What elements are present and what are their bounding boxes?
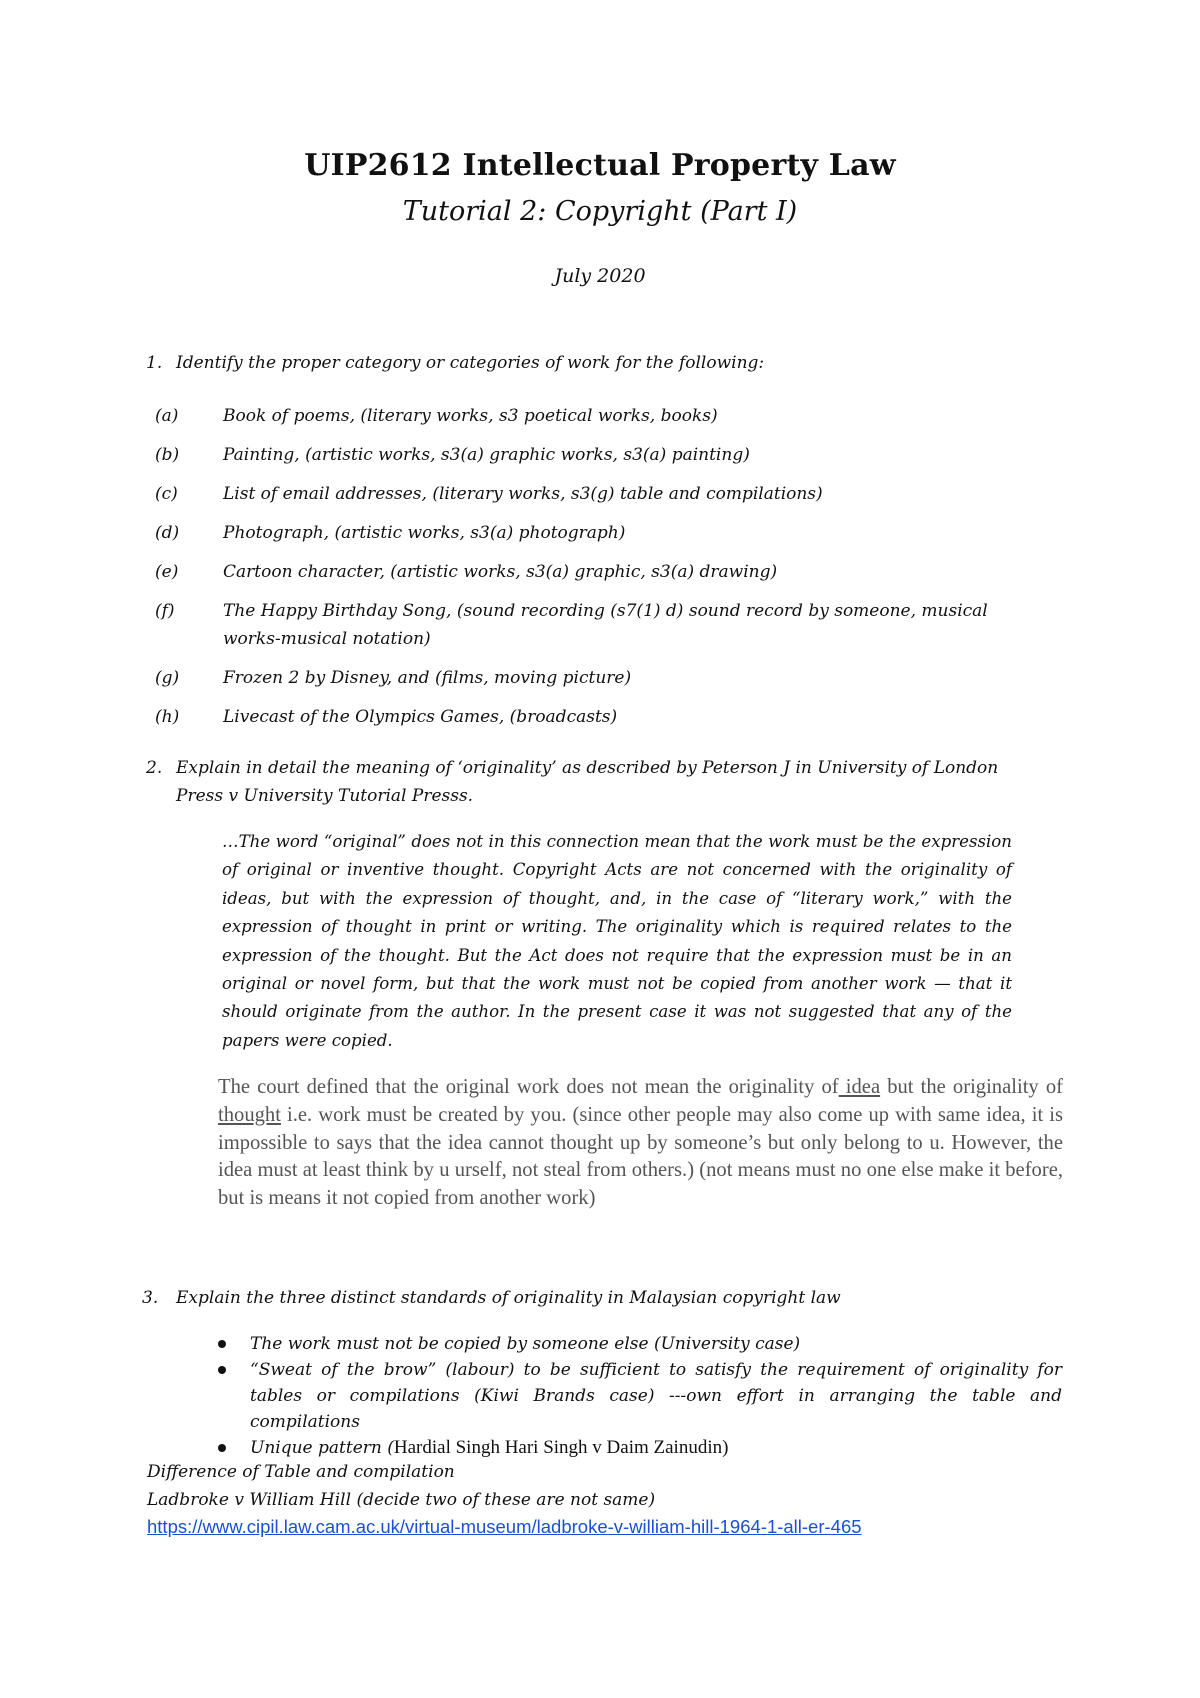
bullet-icon <box>218 1340 226 1348</box>
reference-link[interactable]: https://www.cipil.law.cam.ac.uk/virtual-museum/ladbroke-v-william-hill-1964-1-all-er-465 <box>147 1516 862 1537</box>
answer-text: but the originality of <box>880 1076 1063 1098</box>
bullet-item: The work must not be copied by someone else (University case) <box>250 1334 801 1354</box>
question-3-text: Explain the three distinct standards of originality in Malaysian copyright law <box>176 1288 841 1308</box>
question-2-text-line1: Explain in detail the meaning of ‘originality’ as described by Peterson J in University of London <box>176 758 999 778</box>
answer-text: The court defined that the original work does not mean the originality of <box>218 1076 839 1098</box>
list-item-text-continued: works-musical notation) <box>223 629 431 649</box>
answer-underlined-idea: idea <box>838 1076 881 1098</box>
list-item-label: (d) <box>155 523 180 543</box>
list-item-label: (e) <box>155 562 179 582</box>
bullet-icon <box>218 1366 226 1374</box>
document-title: UIP2612 Intellectual Property Law <box>304 148 896 183</box>
question-1-number: 1. <box>146 353 163 373</box>
list-item-text: The Happy Birthday Song, (sound recording (s7(1) d) sound record by someone, musical <box>223 601 988 621</box>
answer-text: i.e. work must be created by you. (since other people may also come up with same idea, it is impossible to says that the idea cannot thought up by someone’s but only belong to u. However, the idea must at least think by u urself, not steal from others.) (not means must no one else make it before, but is means it not copied from another work) <box>218 1103 1063 1210</box>
question-2-text-line2: Press v University Tutorial Presss. <box>176 786 474 806</box>
list-item-text: Photograph, (artistic works, s3(a) photograph) <box>223 523 626 543</box>
list-item-label: (a) <box>155 406 179 426</box>
note-table-compilation: Difference of Table and compilation <box>147 1462 455 1482</box>
list-item-text: Livecast of the Olympics Games, (broadcasts) <box>223 707 618 727</box>
answer-underlined-thought: thought <box>218 1103 281 1126</box>
list-item-text: List of email addresses, (literary works, s3(g) table and compilations) <box>223 484 823 504</box>
bullet-icon <box>218 1444 226 1452</box>
case-quote: …The word “original” does not in this connection mean that the work must be the expression of original or inventive thought. Copyright Acts are not concerned with the originality of ideas, but with the expression of thought, and, in the case of “literary work,” with the expression of thought in print or writing. The originality which is required relates to the expression of the thought. But the Act does not require that the expression must be in an original or novel form, but that the work must not be copied from another work — that it should originate from the author. In the present case it was not suggested that any of the papers were copied. <box>222 832 1012 1050</box>
answer-paragraph <box>218 1074 1063 1213</box>
list-item-text: Painting, (artistic works, s3(a) graphic works, s3(a) painting) <box>223 445 750 465</box>
bullet-item <box>250 1435 1062 1461</box>
bullet-item-case: Hardial Singh Hari Singh v Daim Zainudin) <box>393 1437 729 1458</box>
list-item-label: (h) <box>155 707 180 727</box>
list-item-text: Cartoon character, (artistic works, s3(a) graphic, s3(a) drawing) <box>223 562 778 582</box>
document-subtitle: Tutorial 2: Copyright (Part I) <box>402 196 798 227</box>
list-item-label: (c) <box>155 484 178 504</box>
bullet-item-text: Unique pattern ( <box>250 1438 394 1458</box>
bullet-item: “Sweat of the brow” (labour) to be sufficient to satisfy the requirement of originality for tables or compilations (Kiwi Brands case) ---own effort in arranging the table and compilations <box>250 1360 1062 1432</box>
list-item-text: Book of poems, (literary works, s3 poetical works, books) <box>223 406 718 426</box>
list-item-label: (g) <box>155 668 180 688</box>
question-2-number: 2. <box>146 758 163 778</box>
question-1-text: Identify the proper category or categories of work for the following: <box>176 353 765 373</box>
question-3-number: 3. <box>142 1288 159 1308</box>
document-date: July 2020 <box>554 265 646 287</box>
list-item-label: (f) <box>155 601 175 621</box>
list-item-label: (b) <box>155 445 180 465</box>
note-ladbroke-case: Ladbroke v William Hill (decide two of these are not same) <box>147 1490 656 1510</box>
list-item-text: Frozen 2 by Disney, and (films, moving picture) <box>223 668 632 688</box>
